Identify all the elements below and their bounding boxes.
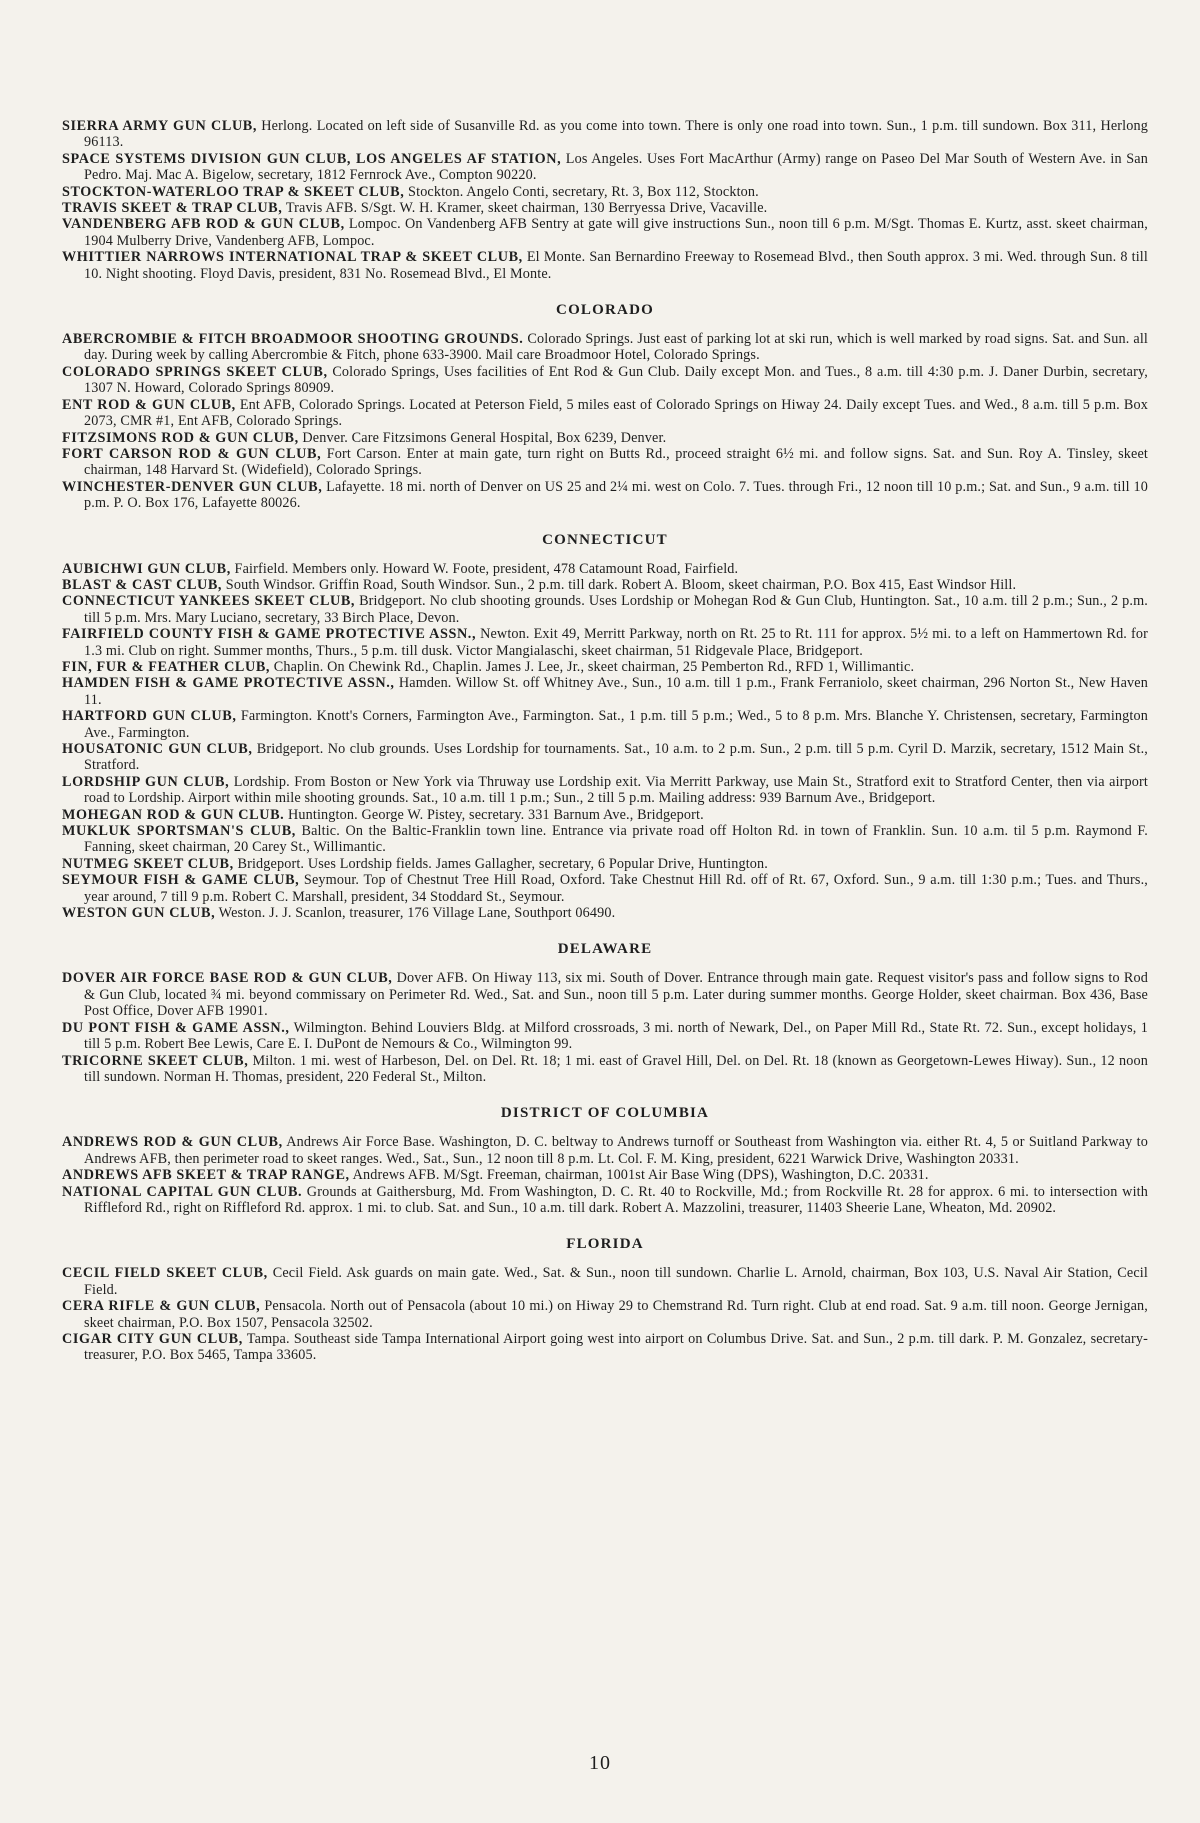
club-entry [62,216,1148,249]
club-name: ENT ROD & GUN CLUB, [62,396,236,413]
club-name: AUBICHWI GUN CLUB, [62,560,231,577]
club-entry [62,118,1148,151]
club-entry [62,479,1148,512]
club-details: Milton. 1 mi. west of Harbeson, Del. on Del. Rt. 18; 1 mi. east of Gravel Hill, Del. on Del. Rt. 18 (known as Georgetown-Lewes Hiway). Sun., 12 noon till sundown. Norman H. Thomas, president, 220 Federal St., Milton. [84,1052,1148,1085]
club-entry [62,1265,1148,1298]
club-entry [62,184,1148,200]
club-entry [62,1331,1148,1364]
state-heading: DELAWARE [557,941,653,958]
club-entry [62,151,1148,184]
club-name: NUTMEG SKEET CLUB, [62,855,234,872]
club-name: ABERCROMBIE & FITCH BROADMOOR SHOOTING GROUNDS. [62,331,524,348]
club-details: Stockton. Angelo Conti, secretary, Rt. 3, Box 112, Stockton. [404,183,759,200]
state-section [62,941,1148,1085]
club-details: Weston. J. J. Scanlon, treasurer, 176 Village Lane, Southport 06490. [215,905,616,922]
state-section [62,1105,1148,1216]
club-entry [62,905,1148,921]
club-name: CERA RIFLE & GUN CLUB, [62,1298,261,1315]
page-number: 10 [589,1752,611,1774]
club-name: TRAVIS SKEET & TRAP CLUB, [62,200,283,217]
club-name: MUKLUK SPORTSMAN'S CLUB, [62,823,296,840]
club-name: HAMDEN FISH & GAME PROTECTIVE ASSN., [62,675,395,692]
club-name: SIERRA ARMY GUN CLUB, [62,118,257,134]
club-details: Fairfield. Members only. Howard W. Foote, president, 478 Catamount Road, Fairfield. [230,560,739,577]
club-entry [62,364,1148,397]
club-entry [62,856,1148,872]
club-entry [62,774,1148,807]
club-name: STOCKTON-WATERLOO TRAP & SKEET CLUB, [62,183,405,200]
state-heading: COLORADO [556,302,654,319]
club-name: CECIL FIELD SKEET CLUB, [62,1265,268,1282]
club-details: South Windsor. Griffin Road, South Windsor. Sun., 2 p.m. till dark. Robert A. Bloom, skeet chairman, P.O. Box 415, East Windsor Hill. [222,576,1017,593]
club-entry [62,675,1148,708]
club-entry [62,446,1148,479]
club-details: Travis AFB. S/Sgt. W. H. Kramer, skeet chairman, 130 Berryessa Drive, Vacaville. [282,200,768,217]
club-name: WINCHESTER-DENVER GUN CLUB, [62,478,323,495]
club-name: ANDREWS ROD & GUN CLUB, [62,1134,283,1151]
club-name: CONNECTICUT YANKEES SKEET CLUB, [62,593,356,610]
club-name: FIN, FUR & FEATHER CLUB, [62,658,271,675]
club-name: NATIONAL CAPITAL GUN CLUB. [62,1183,303,1200]
club-details: Los Angeles. Uses Fort MacArthur (Army) range on Paseo Del Mar South of Western Ave. in San Pedro. Maj. Mac A. Bigelow, secretary, 1812 Fernrock Ave., Compton 90220. [84,150,1148,184]
club-entry [62,331,1148,364]
club-details: Baltic. On the Baltic-Franklin town line. Entrance via private road off Holton Rd. in town of Franklin. Sun. 10 a.m. til 5 p.m. Raymond F. Fanning, skeet chairman, 20 Carey St., Willimantic. [84,823,1148,856]
club-listing [62,118,1148,1364]
club-entry [62,626,1148,659]
club-name: FAIRFIELD COUNTY FISH & GAME PROTECTIVE ASSN., [62,626,477,643]
club-entry [62,1053,1148,1086]
club-details: Colorado Springs. Just east of parking lot at ski run, which is well marked by road signs. Sat. and Sun. all day. During week by calling Abercrombie & Fitch, phone 633-3900. Mail care Broadmoor Hotel, Colorado Springs. [84,331,1148,364]
club-entry [62,397,1148,430]
club-details: Bridgeport. Uses Lordship fields. James Gallagher, secretary, 6 Popular Drive, Huntington. [233,855,768,872]
club-details: Denver. Care Fitzsimons General Hospital, Box 6239, Denver. [298,429,667,446]
club-details: Huntington. George W. Pistey, secretary. 331 Barnum Ave., Bridgeport. [284,806,704,823]
club-entry [62,249,1148,282]
club-name: LORDSHIP GUN CLUB, [62,773,230,790]
state-section [62,1236,1148,1363]
club-details: Tampa. Southeast side Tampa International Airport going west into airport on Columbus Drive. Sat. and Sun., 2 p.m. till dark. P. M. Gonzalez, secretary-treasurer, P.O. Box 5465, Tampa 33605. [84,1330,1148,1364]
club-details: Seymour. Top of Chestnut Tree Hill Road, Oxford. Take Chestnut Hill Rd. off of Rt. 67, Oxford. Sun., 9 a.m. till 1:30 p.m.; Tues. and Thurs., year around, 7 till 9 p.m. Robert C. Marshall, president, 34 Stoddard St., Seymour. [84,872,1148,905]
club-details: Pensacola. North out of Pensacola (about 10 mi.) on Hiway 29 to Chemstrand Rd. Turn right. Club at end road. Sat. 9 a.m. till noon. George Jernigan, skeet chairman, P.O. Box 1507, Pensacola 32502. [84,1298,1148,1331]
club-details: Dover AFB. On Hiway 113, six mi. South of Dover. Entrance through main gate. Request visitor's pass and follow signs to Rod & Gun Club, located ¾ mi. beyond commissary on Perimeter Rd. Wed., Sat. and Sun., noon till 5 p.m. Later during summer months. George Holder, skeet chairman. Box 436, Base Post Office, Dover AFB 19901. [84,970,1148,1020]
club-details: Wilmington. Behind Louviers Bldg. at Milford crossroads, 3 mi. north of Newark, Del., on Paper Mill Rd., State Rt. 72. Sun., except holidays, 1 till 5 p.m. Robert Bee Lewis, Care E. I. DuPont de Nemours & Co., Wilmington 99. [84,1019,1148,1053]
club-name: ANDREWS AFB SKEET & TRAP RANGE, [62,1167,350,1184]
club-entry [62,561,1148,577]
club-entry [62,1167,1148,1183]
club-entry [62,1298,1148,1331]
club-name: HOUSATONIC GUN CLUB, [62,741,253,757]
club-name: MOHEGAN ROD & GUN CLUB. [62,806,285,823]
club-entry [62,1020,1148,1053]
club-name: CIGAR CITY GUN CLUB, [62,1330,243,1347]
club-name: HARTFORD GUN CLUB, [62,708,237,725]
club-entry [62,430,1148,446]
club-details: Lompoc. On Vandenberg AFB Sentry at gate will give instructions Sun., noon till 6 p.m. M/Sgt. Thomas E. Kurtz, asst. skeet chairman, 1904 Mulberry Drive, Vandenberg AFB, Lompoc. [84,216,1148,249]
club-entry [62,970,1148,1019]
state-section [62,532,1148,922]
club-details: Andrews Air Force Base. Washington, D. C. beltway to Andrews turnoff or Southeast from Washington via. either Rt. 4, 5 or Suitland Parkway to Andrews AFB, then perimeter road to skeet ranges. Wed., Sat., Sun., 12 noon till 8 p.m. Lt. Col. F. M. King, president, 6221 Warwick Drive, Washington 20331. [84,1134,1148,1167]
club-entry [62,823,1148,856]
club-details: Lafayette. 18 mi. north of Denver on US 25 and 2¼ mi. west on Colo. 7. Tues. through Fri., 12 noon till 10 p.m.; Sat. and Sun., 9 a.m. till 10 p.m. P. O. Box 176, Lafayette 80026. [84,478,1148,512]
club-name: SEYMOUR FISH & GAME CLUB, [62,872,300,889]
state-heading: DISTRICT OF COLUMBIA [500,1105,710,1122]
club-details: Cecil Field. Ask guards on main gate. Wed., Sat. & Sun., noon till sundown. Charlie L. Arnold, chairman, Box 103, U.S. Naval Air Station, Cecil Field. [84,1265,1148,1298]
state-heading: FLORIDA [566,1236,644,1253]
club-entry [62,872,1148,905]
club-entry [62,659,1148,675]
club-entry [62,1134,1148,1167]
club-name: DOVER AIR FORCE BASE ROD & GUN CLUB, [62,970,393,987]
club-details: Herlong. Located on left side of Susanville Rd. as you come into town. There is only one road into town. Sun., 1 p.m. till sundown. Box 311, Herlong 96113. [84,118,1148,151]
club-name: WHITTIER NARROWS INTERNATIONAL TRAP & SKEET CLUB, [62,249,523,266]
club-details: El Monte. San Bernardino Freeway to Rosemead Blvd., then South approx. 3 mi. Wed. through Sun. 8 till 10. Night shooting. Floyd Davis, president, 831 No. Rosemead Blvd., El Monte. [84,249,1148,282]
club-name: BLAST & CAST CLUB, [62,576,223,593]
club-details: Colorado Springs, Uses facilities of Ent Rod & Gun Club. Daily except Mon. and Tues., 8 a.m. till 4:30 p.m. J. Daner Durbin, secretary, 1307 N. Howard, Colorado Springs 80909. [84,363,1148,397]
club-details: Fort Carson. Enter at main gate, turn right on Butts Rd., proceed straight 6½ mi. and follow signs. Sat. and Sun. Roy A. Tinsley, skeet chairman, 148 Harvard St. (Widefield), Colorado Springs. [84,445,1148,479]
club-name: TRICORNE SKEET CLUB, [62,1052,249,1069]
state-heading: CONNECTICUT [542,531,668,548]
club-name: FITZSIMONS ROD & GUN CLUB, [62,429,299,446]
club-details: Andrews AFB. M/Sgt. Freeman, chairman, 1001st Air Base Wing (DPS), Washington, D.C. 20331. [349,1167,929,1184]
club-details: Ent AFB, Colorado Springs. Located at Peterson Field, 5 miles east of Colorado Springs on Hiway 24. Daily except Tues. and Wed., 8 a.m. till 5 p.m. Box 2073, CMR #1, Ent AFB, Colorado Springs. [84,396,1148,430]
state-section [62,118,1148,282]
club-details: Bridgeport. No club shooting grounds. Uses Lordship or Mohegan Rod & Gun Club, Huntington. Sat., 10 a.m. till 2 p.m.; Sun., 2 p.m. till 5 p.m. Mrs. Mary Luciano, secretary, 33 Birch Place, Devon. [84,593,1148,626]
club-name: WESTON GUN CLUB, [62,905,216,922]
club-entry [62,807,1148,823]
club-entry [62,741,1148,774]
club-details: Grounds at Gaithersburg, Md. From Washington, D. C. Rt. 40 to Rockville, Md.; from Rockville Rt. 28 for approx. 6 mi. to intersection with Riffleford Rd., right on Riffleford Rd. approx. 1 mi. to club. Sat. and Sun., 10 a.m. till dark. Robert A. Mazzolini, treasurer, 11403 Sheerie Lane, Wheaton, Md. 20902. [84,1183,1148,1216]
club-name: COLORADO SPRINGS SKEET CLUB, [62,363,328,380]
club-name: SPACE SYSTEMS DIVISION GUN CLUB, LOS ANGELES AF STATION, [62,150,562,167]
state-section [62,302,1148,511]
club-details: Lordship. From Boston or New York via Thruway use Lordship exit. Via Merritt Parkway, use Main St., Stratford exit to Stratford Center, then via airport road to Lordship. Airport within mile shooting grounds. Sat., 10 a.m. till 1 p.m.; Sun., 2 till 5 p.m. Mailing address: 939 Barnum Ave., Bridgeport. [84,773,1148,807]
club-details: Hamden. Willow St. off Whitney Ave., Sun., 10 a.m. till 1 p.m., Frank Ferraniolo, skeet chairman, 296 Norton St., New Haven 11. [84,675,1148,708]
club-entry [62,200,1148,216]
club-details: Newton. Exit 49, Merritt Parkway, north on Rt. 25 to Rt. 111 for approx. 5½ mi. to a left on Hammertown Rd. for 1.3 mi. Club on right. Summer months, Thurs., 5 p.m. till dusk. Victor Mangialaschi, skeet chairman, 51 Ridgevale Place, Bridgeport. [84,626,1148,659]
club-details: Bridgeport. No club grounds. Uses Lordship for tournaments. Sat., 10 a.m. to 2 p.m. Sun., 2 p.m. till 5 p.m. Cyril D. Marzik, secretary, 1512 Main St., Stratford. [84,741,1148,774]
club-entry [62,708,1148,741]
club-details: Farmington. Knott's Corners, Farmington Ave., Farmington. Sat., 1 p.m. till 5 p.m.; Wed., 5 to 8 p.m. Mrs. Blanche Y. Christensen, secretary, Farmington Ave., Farmington. [84,708,1148,741]
club-entry [62,1184,1148,1217]
club-name: FORT CARSON ROD & GUN CLUB, [62,445,322,462]
club-name: DU PONT FISH & GAME ASSN., [62,1019,290,1036]
club-entry [62,577,1148,593]
club-entry [62,593,1148,626]
club-details: Chaplin. On Chewink Rd., Chaplin. James J. Lee, Jr., skeet chairman, 25 Pemberton Rd., RFD 1, Willimantic. [270,658,915,675]
club-name: VANDENBERG AFB ROD & GUN CLUB, [62,216,345,233]
